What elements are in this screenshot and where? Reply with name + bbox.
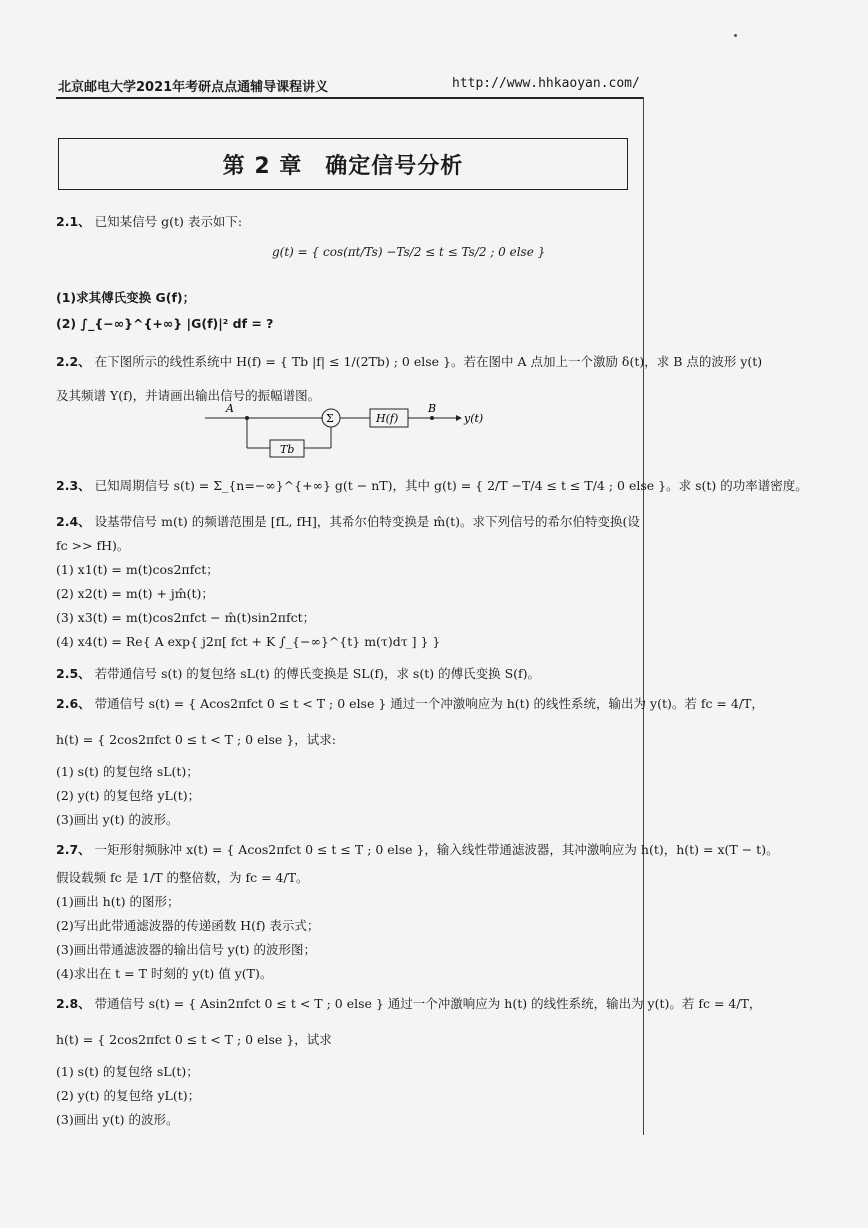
problem-2-5: 2.5、 若带通信号 s(t) 的复包络 sL(t) 的傅氏变换是 SL(f)，求 s(t) 的傅氏变换 S(f)。 [56, 666, 541, 681]
equation-g: g(t) = { cos(πt/Ts) −Ts/2 ≤ t ≤ Ts/2 ; 0 else } [272, 245, 546, 259]
output-label: y(t) [464, 412, 484, 425]
problem-2-4-line-2: fc >> fH)。 [56, 538, 130, 553]
problem-2-6-part-2: (2) y(t) 的复包络 yL(t)； [56, 788, 201, 803]
problem-2-7: 2.7、 一矩形射频脉冲 x(t) = { Acos2πfct 0 ≤ t ≤ T ; 0 else }，输入线性带通滤波器，其冲激响应为 h(t)，h(t) = x(T − t)。 [56, 842, 779, 857]
node-b-label: B [428, 402, 437, 415]
problem-number: 2.1、 [56, 214, 91, 229]
header-url: http://www.hhkaoyan.com/ [452, 76, 640, 91]
problem-2-1-part-1: (1)求其傅氏变换 G(f)； [56, 290, 196, 305]
header-rule [56, 97, 644, 99]
problem-2-6-line-2: h(t) = { 2cos2πfct 0 ≤ t < T ; 0 else }，试求: [56, 732, 336, 747]
chapter-title: 第 2 章 确定信号分析 [222, 153, 464, 179]
problem-2-4-part-4: (4) x4(t) = Re{ A exp{ j2π[ fct + K ∫_{−∞}^{t} m(τ)dτ ] } } [56, 634, 441, 649]
problem-2-3: 2.3、 已知周期信号 s(t) = Σ_{n=−∞}^{+∞} g(t − nT)，其中 g(t) = { 2/T −T/4 ≤ t ≤ T/4 ; 0 else }。求 s(t) 的功率谱密度。 [56, 478, 808, 493]
filter-label: H(f) [376, 412, 399, 425]
problem-2-2: 2.2、 在下图所示的线性系统中 H(f) = { Tb |f| ≤ 1/(2Tb) ; 0 else }。若在图中 A 点加上一个激励 δ(t)，求 B 点的波形 y(t) [56, 354, 763, 369]
problem-2-7-line-2: 假设载频 fc 是 1/T 的整倍数，为 fc = 4/T。 [56, 870, 309, 885]
problem-2-2-line-2: 及其频谱 Y(f)，并请画出输出信号的振幅谱图。 [56, 388, 321, 403]
problem-2-7-part-1: (1)画出 h(t) 的图形； [56, 894, 180, 909]
problem-2-8-part-1: (1) s(t) 的复包络 sL(t)； [56, 1064, 199, 1079]
problem-2-6-part-3: (3)画出 y(t) 的波形。 [56, 812, 179, 827]
scan-speck [734, 34, 737, 37]
problem-2-7-part-3: (3)画出带通滤波器的输出信号 y(t) 的波形图； [56, 942, 316, 957]
problem-2-8-line-2: h(t) = { 2cos2πfct 0 ≤ t < T ; 0 else }，试求 [56, 1032, 332, 1047]
problem-2-7-part-4: (4)求出在 t = T 时刻的 y(t) 值 y(T)。 [56, 966, 273, 981]
margin-rule [643, 97, 644, 1135]
problem-2-4-part-1: (1) x1(t) = m(t)cos2πfct； [56, 562, 219, 577]
problem-2-4-part-3: (3) x3(t) = m(t)cos2πfct − m̂(t)sin2πfct； [56, 610, 316, 625]
delay-label: Tb [280, 443, 295, 456]
problem-2-8-part-3: (3)画出 y(t) 的波形。 [56, 1112, 179, 1127]
problem-text: 已知某信号 g(t) 表示如下: [94, 214, 243, 229]
problem-2-8-part-2: (2) y(t) 的复包络 yL(t)； [56, 1088, 201, 1103]
system-block-diagram [200, 402, 490, 462]
chapter-heading-box [58, 138, 628, 190]
summer-label: Σ [326, 412, 334, 425]
problem-2-4-part-2: (2) x2(t) = m(t) + jm̂(t)； [56, 586, 214, 601]
problem-2-6-part-1: (1) s(t) 的复包络 sL(t)； [56, 764, 199, 779]
problem-2-1-part-2: (2) ∫_{−∞}^{+∞} |G(f)|² df = ? [56, 316, 274, 331]
node-a-label: A [226, 402, 234, 415]
problem-2-4: 2.4、 设基带信号 m(t) 的频谱范围是 [fL, fH]，其希尔伯特变换是 m̂(t)。求下列信号的希尔伯特变换(设 [56, 514, 640, 529]
problem-2-7-part-2: (2)写出此带通滤波器的传递函数 H(f) 表示式； [56, 918, 320, 933]
problem-2-6: 2.6、 带通信号 s(t) = { Acos2πfct 0 ≤ t < T ; 0 else } 通过一个冲激响应为 h(t) 的线性系统，输出为 y(t)。若 fc = 4/T， [56, 696, 764, 711]
problem-2-1 [56, 212, 242, 230]
problem-2-8: 2.8、 带通信号 s(t) = { Asin2πfct 0 ≤ t < T ; 0 else } 通过一个冲激响应为 h(t) 的线性系统，输出为 y(t)。若 fc = 4/T， [56, 996, 762, 1011]
header-title: 北京邮电大学2021年考研点点通辅导课程讲义 [58, 80, 329, 95]
